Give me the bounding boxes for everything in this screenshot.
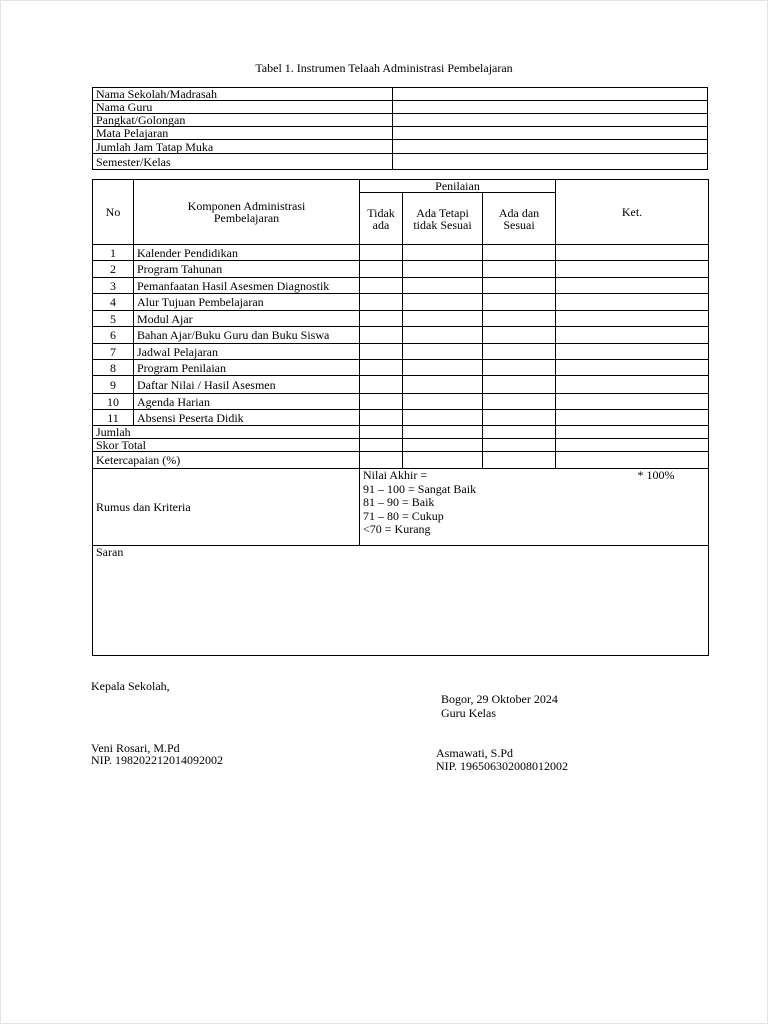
cell-ada-sesuai[interactable]: [483, 410, 556, 426]
header-ket: Ket.: [556, 180, 709, 245]
cell-ada-tidak-sesuai[interactable]: [403, 426, 483, 439]
guru-title: Guru Kelas: [441, 706, 496, 720]
place-date: Bogor, 29 Oktober 2024: [441, 692, 558, 706]
row-no: 5: [93, 311, 134, 327]
rumus-label: Rumus dan Kriteria: [93, 469, 360, 546]
kepala-name: Veni Rosari, M.Pd: [91, 741, 180, 755]
cell-ket[interactable]: [556, 311, 709, 327]
cell-ket[interactable]: [556, 439, 709, 452]
cell-ket[interactable]: [556, 294, 709, 311]
cell-tidak-ada[interactable]: [360, 311, 403, 327]
cell-ada-sesuai[interactable]: [483, 360, 556, 376]
cell-tidak-ada[interactable]: [360, 452, 403, 469]
cell-ada-tidak-sesuai[interactable]: [403, 452, 483, 469]
info-value[interactable]: [393, 127, 708, 140]
header-komponen-text: Komponen Administrasi Pembelajaran: [187, 199, 306, 225]
row-no: 7: [93, 344, 134, 360]
rumus-content: [360, 469, 709, 546]
cell-ada-tidak-sesuai[interactable]: [403, 439, 483, 452]
header-penilaian: Penilaian: [360, 180, 556, 193]
row-item: Modul Ajar: [134, 311, 360, 327]
info-value[interactable]: [393, 114, 708, 127]
row-item: Daftar Nilai / Hasil Asesmen: [134, 376, 360, 394]
cell-ada-sesuai[interactable]: [483, 452, 556, 469]
cell-ada-tidak-sesuai[interactable]: [403, 394, 483, 410]
rumus-row: [93, 469, 709, 546]
info-label: Semester/Kelas: [93, 154, 393, 170]
table-row: [93, 294, 709, 311]
cell-tidak-ada[interactable]: [360, 376, 403, 394]
table-row: [93, 344, 709, 360]
cell-ket[interactable]: [556, 394, 709, 410]
saran-row: [93, 546, 709, 656]
ketercapaian-row: [93, 452, 709, 469]
cell-tidak-ada[interactable]: [360, 278, 403, 294]
info-row: [93, 114, 708, 127]
nilai-akhir-label: Nilai Akhir =: [363, 468, 428, 482]
cell-tidak-ada[interactable]: [360, 439, 403, 452]
table-row: [93, 360, 709, 376]
table-row: [93, 376, 709, 394]
cell-ket[interactable]: [556, 278, 709, 294]
info-row: [93, 88, 708, 101]
cell-ada-tidak-sesuai[interactable]: [403, 261, 483, 278]
row-no: 8: [93, 360, 134, 376]
cell-ada-tidak-sesuai[interactable]: [403, 245, 483, 261]
info-row: [93, 127, 708, 140]
cell-ada-sesuai[interactable]: [483, 327, 556, 344]
info-label: Jumlah Jam Tatap Muka: [93, 140, 393, 154]
table-row: [93, 311, 709, 327]
info-value[interactable]: [393, 154, 708, 170]
header-ada-sesuai-text: Ada dan Sesuai: [498, 205, 540, 232]
header-ada-tidak-sesuai-text: Ada Tetapi tidak Sesuai: [413, 205, 472, 232]
row-item: Pemanfaatan Hasil Asesmen Diagnostik: [134, 278, 360, 294]
cell-ada-tidak-sesuai[interactable]: [403, 278, 483, 294]
cell-ket[interactable]: [556, 426, 709, 439]
cell-ada-sesuai[interactable]: [483, 426, 556, 439]
header-row: [93, 180, 709, 193]
cell-ket[interactable]: [556, 452, 709, 469]
kriteria-item: <70 = Kurang: [363, 522, 431, 536]
cell-ket[interactable]: [556, 376, 709, 394]
header-tidak-ada: [360, 193, 403, 245]
header-no: No: [93, 180, 134, 245]
cell-ada-sesuai[interactable]: [483, 278, 556, 294]
cell-tidak-ada[interactable]: [360, 294, 403, 311]
cell-ket[interactable]: [556, 245, 709, 261]
cell-tidak-ada[interactable]: [360, 245, 403, 261]
cell-ada-sesuai[interactable]: [483, 394, 556, 410]
cell-ada-sesuai[interactable]: [483, 245, 556, 261]
row-no: 1: [93, 245, 134, 261]
cell-tidak-ada[interactable]: [360, 394, 403, 410]
nilai-akhir-line: [363, 469, 705, 483]
skor-total-row: [93, 439, 709, 452]
cell-tidak-ada[interactable]: [360, 344, 403, 360]
saran-label: Saran: [96, 545, 124, 559]
table-row: [93, 394, 709, 410]
info-label: Mata Pelajaran: [93, 127, 393, 140]
cell-tidak-ada[interactable]: [360, 410, 403, 426]
cell-ada-sesuai[interactable]: [483, 439, 556, 452]
cell-ada-sesuai[interactable]: [483, 261, 556, 278]
row-item: Kalender Pendidikan: [134, 245, 360, 261]
table-row: [93, 410, 709, 426]
cell-ada-sesuai[interactable]: [483, 294, 556, 311]
row-no: 11: [93, 410, 134, 426]
info-label: Nama Sekolah/Madrasah: [93, 88, 393, 101]
row-item: Jadwal Pelajaran: [134, 344, 360, 360]
table-row: [93, 245, 709, 261]
info-label: Nama Guru: [93, 101, 393, 114]
cell-ket[interactable]: [556, 261, 709, 278]
cell-tidak-ada[interactable]: [360, 327, 403, 344]
row-no: 6: [93, 327, 134, 344]
cell-tidak-ada[interactable]: [360, 426, 403, 439]
info-value[interactable]: [393, 140, 708, 154]
jumlah-label: Jumlah: [93, 426, 360, 439]
row-no: 10: [93, 394, 134, 410]
header-komponen: [134, 180, 360, 245]
guru-name: Asmawati, S.Pd: [436, 746, 514, 760]
cell-ada-sesuai[interactable]: [483, 376, 556, 394]
cell-ket[interactable]: [556, 360, 709, 376]
skor-total-label: Skor Total: [93, 439, 360, 452]
row-no: 9: [93, 376, 134, 394]
cell-tidak-ada[interactable]: [360, 261, 403, 278]
header-ada-sesuai: [483, 193, 556, 245]
row-item: Program Penilaian: [134, 360, 360, 376]
document-title: Tabel 1. Instrumen Telaah Administrasi Pembelajaran: [255, 61, 513, 75]
info-row: [93, 154, 708, 170]
header-ada-tidak-sesuai: [403, 193, 483, 245]
cell-ada-tidak-sesuai[interactable]: [403, 327, 483, 344]
info-value[interactable]: [393, 88, 708, 101]
row-no: 3: [93, 278, 134, 294]
guru-nip: NIP. 196506302008012002: [436, 759, 569, 773]
cell-ada-sesuai[interactable]: [483, 344, 556, 360]
info-row: [93, 101, 708, 114]
identity-table: [92, 87, 708, 170]
table-row: [93, 261, 709, 278]
cell-ada-tidak-sesuai[interactable]: [403, 344, 483, 360]
kepala-title: Kepala Sekolah,: [91, 679, 170, 693]
row-item: Alur Tujuan Pembelajaran: [134, 294, 360, 311]
kriteria-item: 81 – 90 = Baik: [363, 495, 435, 509]
info-value[interactable]: [393, 101, 708, 114]
table-row: [93, 327, 709, 344]
nilai-multiplier: * 100%: [637, 468, 675, 482]
info-label: Pangkat/Golongan: [93, 114, 393, 127]
kriteria-item: 71 – 80 = Cukup: [363, 508, 444, 523]
row-no: 2: [93, 261, 134, 278]
cell-ada-tidak-sesuai[interactable]: [403, 360, 483, 376]
cell-ada-tidak-sesuai[interactable]: [403, 376, 483, 394]
cell-tidak-ada[interactable]: [360, 360, 403, 376]
cell-ket[interactable]: [556, 327, 709, 344]
header-tidak-ada-text: Tidak ada: [367, 205, 395, 232]
row-item: Bahan Ajar/Buku Guru dan Buku Siswa: [134, 327, 360, 344]
assessment-table: [92, 179, 709, 656]
cell-ada-tidak-sesuai[interactable]: [403, 410, 483, 426]
kriteria-item: 91 – 100 = Sangat Baik: [363, 481, 477, 496]
row-item: Absensi Peserta Didik: [134, 410, 360, 426]
cell-ket[interactable]: [556, 344, 709, 360]
cell-ada-sesuai[interactable]: [483, 311, 556, 327]
row-item: Program Tahunan: [134, 261, 360, 278]
ketercapaian-label: Ketercapaian (%): [93, 452, 360, 469]
saran-cell[interactable]: [93, 546, 709, 656]
table-row: [93, 278, 709, 294]
info-row: [93, 140, 708, 154]
jumlah-row: [93, 426, 709, 439]
cell-ada-tidak-sesuai[interactable]: [403, 294, 483, 311]
row-item: Agenda Harian: [134, 394, 360, 410]
cell-ada-tidak-sesuai[interactable]: [403, 311, 483, 327]
kepala-nip: NIP. 198202212014092002: [91, 753, 224, 767]
cell-ket[interactable]: [556, 410, 709, 426]
row-no: 4: [93, 294, 134, 311]
